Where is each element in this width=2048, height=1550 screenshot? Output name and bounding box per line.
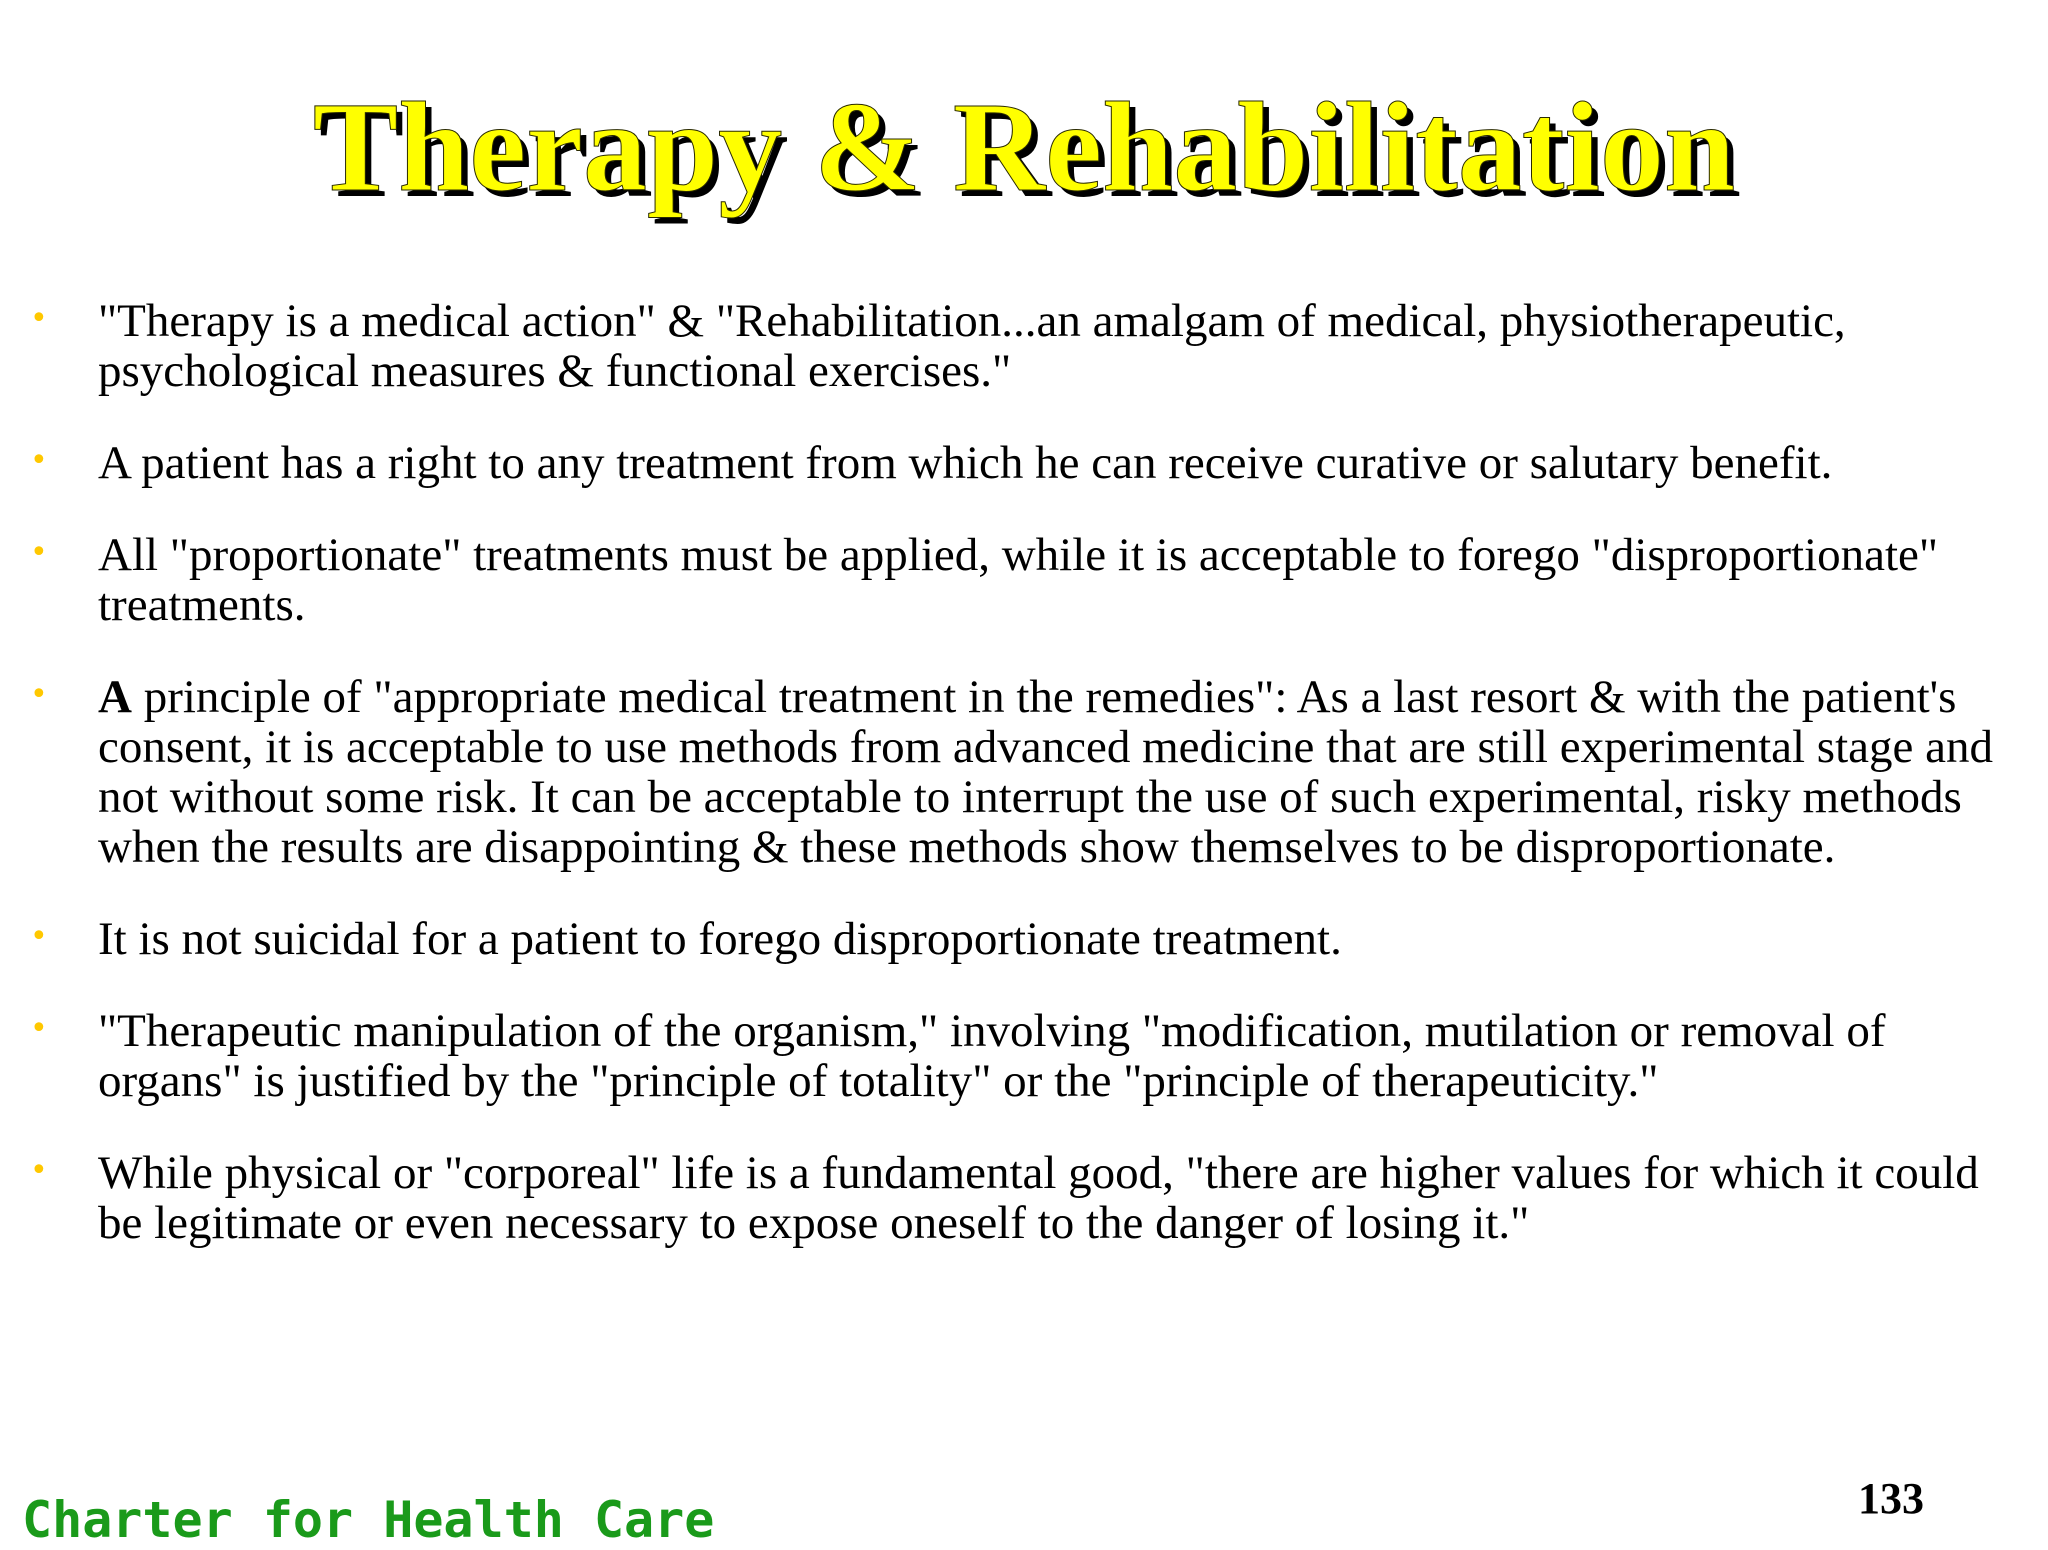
bullet-item (0, 914, 2048, 964)
bullet-text: All "proportionate" treatments must be applied, while it is acceptable to forego "disproportionate" treatments. (98, 529, 1939, 631)
bullet-item (0, 296, 2048, 396)
bullet-text: principle of "appropriate medical treatment in the remedies": As a last resort & with the patient's consent, it is acceptable to use methods from advanced medicine that are still experimental stage and not without some risk. It can be acceptable to interrupt the use of such experimental, risky methods when the results are disappointing & these methods show themselves to be disproportionate. (98, 671, 1993, 873)
bullet-icon: • (30, 1011, 48, 1046)
bullet-item (0, 1006, 2048, 1106)
bullet-lead-bold: A (98, 671, 132, 723)
bullet-item (0, 672, 2048, 872)
slide-title: Therapy & Rehabilitation (312, 76, 1736, 218)
bullet-icon: • (30, 919, 48, 954)
page-number: 133 (1858, 1474, 1924, 1523)
bullet-icon: • (30, 1153, 48, 1188)
bullet-text: "Therapeutic manipulation of the organism," involving "modification, mutilation or removal of organs" is justified by the "principle of totality" or the "principle of therapeuticity." (98, 1005, 1886, 1107)
bullet-item (0, 1148, 2048, 1248)
bullet-item (0, 530, 2048, 630)
bullet-text: "Therapy is a medical action" & "Rehabilitation...an amalgam of medical, physiotherapeutic, psychological measures & functional exercises." (98, 295, 1846, 397)
bullet-text: It is not suicidal for a patient to forego disproportionate treatment. (98, 913, 1342, 965)
bullet-list (0, 296, 2048, 1290)
bullet-item (0, 438, 2048, 488)
bullet-text: While physical or "corporeal" life is a fundamental good, "there are higher values for which it could be legitimate or even necessary to expose oneself to the danger of losing it." (98, 1147, 1979, 1249)
bullet-text: A patient has a right to any treatment from which he can receive curative or salutary benefit. (98, 437, 1833, 489)
bullet-icon: • (30, 301, 48, 336)
footer-text: Charter for Health Care (22, 1491, 715, 1549)
bullet-icon: • (30, 443, 48, 478)
bullet-icon: • (30, 535, 48, 570)
bullet-icon: • (30, 677, 48, 712)
